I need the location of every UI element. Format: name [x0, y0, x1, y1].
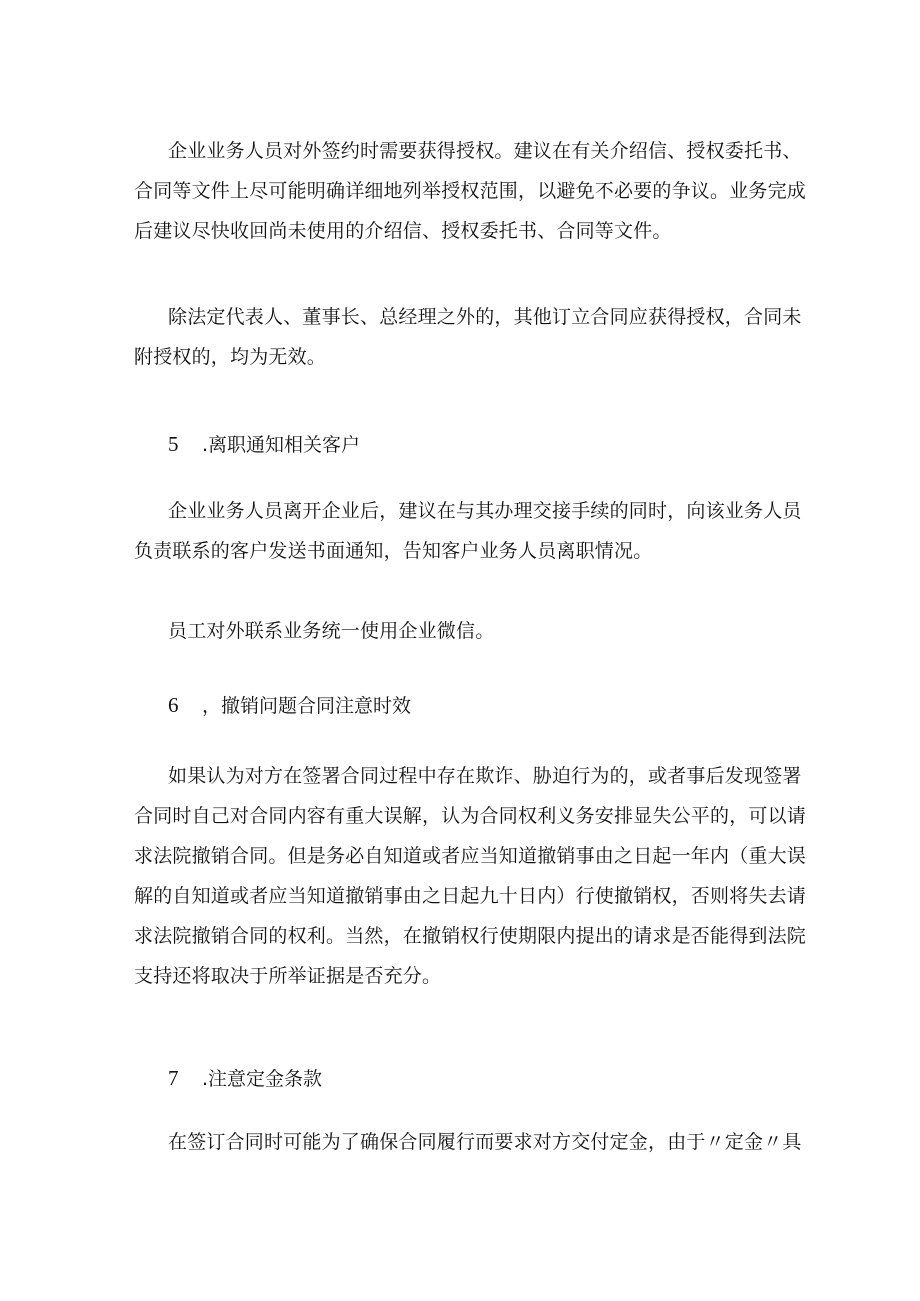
paragraph-line: 支持还将取决于所举证据是否充分。: [134, 965, 442, 987]
paragraph-line: 如果认为对方在签署合同过程中存在欺诈、胁迫行为的，或者事后发现签署: [168, 765, 802, 787]
paragraph-line: 在签订合同时可能为了确保合同履行而要求对方交付定金，由于〃定金〃具: [168, 1131, 802, 1153]
paragraph-line: 后建议尽快收回尚未使用的介绍信、授权委托书、合同等文件。: [134, 220, 672, 242]
paragraph-resignation-notice: [134, 491, 802, 571]
section-heading-5: [168, 424, 360, 464]
paragraph-line: 员工对外联系业务统一使用企业微信。: [168, 620, 495, 642]
section-number: 7: [168, 1066, 179, 1090]
paragraph-line: 求法院撤销合同的权利。当然，在撤销权行使期限内提出的请求是否能得到法院: [134, 925, 807, 947]
paragraph-wechat: [134, 611, 794, 651]
paragraph-authorization-validity: [134, 297, 802, 377]
section-heading-6: [168, 685, 411, 725]
paragraph-line: 合同等文件上尽可能明确详细地列举授权范围，以避免不必要的争议。业务完成: [134, 180, 807, 202]
paragraph-line: 附授权的，均为无效。: [134, 346, 327, 368]
paragraph-line: 求法院撤销合同。但是务必自知道或者应当知道撤销事由之日起一年内（重大误: [134, 845, 807, 867]
section-number: 5: [168, 432, 179, 456]
paragraph-line: 除法定代表人、董事长、总经理之外的，其他订立合同应获得授权，合同未: [168, 306, 802, 328]
paragraph-line: 企业业务人员对外签约时需要获得授权。建议在有关介绍信、授权委托书、: [168, 140, 802, 162]
section-title: ，撤销问题合同注意时效: [202, 695, 412, 717]
paragraph-deposit: [134, 1122, 802, 1162]
paragraph-revocation: [134, 756, 807, 996]
paragraph-line: 合同时自己对合同内容有重大误解，认为合同权利义务安排显失公平的，可以请: [134, 805, 807, 827]
paragraph-line: 负责联系的客户发送书面通知，告知客户业务人员离职情况。: [134, 540, 653, 562]
paragraph-line: 解的自知道或者应当知道撤销事由之日起九十日内）行使撤销权，否则将失去请: [134, 885, 807, 907]
section-number: 6: [168, 693, 179, 717]
section-title: .注意定金条款: [202, 1068, 323, 1090]
section-title: .离职通知相关客户: [202, 434, 361, 456]
paragraph-authorization: [134, 131, 807, 251]
section-heading-7: [168, 1058, 322, 1098]
paragraph-line: 企业业务人员离开企业后，建议在与其办理交接手续的同时，向该业务人员: [168, 500, 802, 522]
